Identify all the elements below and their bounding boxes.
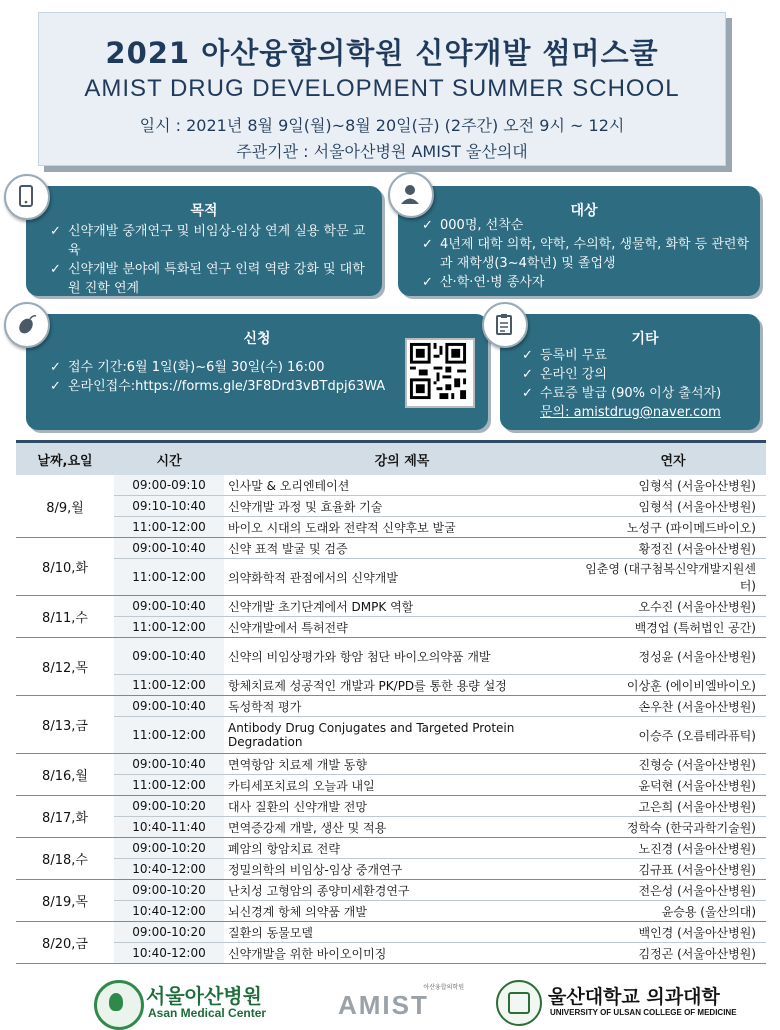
time-cell: 09:00-10:40	[114, 696, 224, 717]
title-cell: 신약의 비임상평가와 항암 첨단 바이오의약품 개발	[224, 638, 580, 675]
col-header-time: 시간	[114, 442, 224, 476]
purpose-card	[26, 186, 382, 296]
speaker-cell: 이상훈 (에이비엘바이오)	[580, 675, 766, 696]
time-cell: 11:00-12:00	[114, 617, 224, 638]
time-cell: 11:00-12:00	[114, 717, 224, 754]
amc-name-en: Asan Medical Center	[148, 1006, 267, 1020]
ulsan-name-en: UNIVERSITY OF ULSAN COLLEGE OF MEDICINE	[550, 1008, 737, 1017]
speaker-cell: 이승주 (오름테라퓨틱)	[580, 717, 766, 754]
day-cell: 8/19,목	[16, 880, 114, 922]
table-row	[16, 638, 766, 675]
etc-card	[500, 314, 760, 430]
time-cell: 09:00-10:40	[114, 596, 224, 617]
time-cell: 10:40-12:00	[114, 901, 224, 922]
table-row	[16, 901, 766, 922]
table-row	[16, 838, 766, 859]
title-cell: 뇌신경계 항체 의약품 개발	[224, 901, 580, 922]
apply-title: 신청	[243, 331, 271, 347]
table-row	[16, 922, 766, 943]
title-cell: 질환의 동물모델	[224, 922, 580, 943]
table-row	[16, 943, 766, 964]
speaker-cell: 오수진 (서울아산병원)	[580, 596, 766, 617]
title-cell: 신약개발을 위한 바이오이미징	[224, 943, 580, 964]
page-title-en: AMIST DRUG DEVELOPMENT SUMMER SCHOOL	[84, 75, 680, 102]
etc-item: ✓ 수료증 발급 (90% 이상 출석자)	[520, 384, 756, 403]
contact-email[interactable]: 문의: amistdrug@naver.com	[540, 405, 721, 420]
title-cell: 폐암의 항암치료 전략	[224, 838, 580, 859]
day-cell: 8/16,월	[16, 754, 114, 796]
amc-name: 서울아산병원	[146, 984, 262, 1008]
table-row	[16, 796, 766, 817]
title-cell: 신약 표적 발굴 및 검증	[224, 538, 580, 559]
table-row	[16, 775, 766, 796]
day-cell: 8/18,수	[16, 838, 114, 880]
speaker-cell: 임형석 (서울아산병원)	[580, 475, 766, 496]
time-cell: 09:00-10:20	[114, 880, 224, 901]
ulsan-name: 울산대학교 의과대학	[548, 986, 720, 1008]
target-item: ✓ 산·학·연·병 종사자	[420, 273, 750, 292]
table-row	[16, 817, 766, 838]
footer-logos	[0, 978, 780, 1028]
speaker-cell: 고은희 (서울아산병원)	[580, 796, 766, 817]
title-cell: 정밀의학의 비임상-임상 중개연구	[224, 859, 580, 880]
table-row	[16, 717, 766, 754]
table-row	[16, 675, 766, 696]
title-cell: 난치성 고형암의 종양미세환경연구	[224, 880, 580, 901]
header-banner	[38, 12, 726, 166]
speaker-cell: 김규표 (서울아산병원)	[580, 859, 766, 880]
speaker-cell: 윤덕현 (서울아산병원)	[580, 775, 766, 796]
table-row	[16, 596, 766, 617]
day-cell: 8/10,화	[16, 538, 114, 596]
qr-code-icon[interactable]	[405, 338, 475, 408]
clipboard-icon	[482, 302, 528, 348]
time-cell: 11:00-12:00	[114, 517, 224, 538]
speaker-cell: 정학숙 (한국과학기술원)	[580, 817, 766, 838]
title-cell: 신약개발 초기단계에서 DMPK 역할	[224, 596, 580, 617]
etc-item: ✓ 등록비 무료	[520, 346, 756, 365]
amc-logo	[94, 980, 144, 1030]
title-cell: 바이오 시대의 도래와 전략적 신약후보 발굴	[224, 517, 580, 538]
title-cell: 신약개발에서 특허전략	[224, 617, 580, 638]
speaker-cell: 황정진 (서울아산병원)	[580, 538, 766, 559]
date-line: 일시 : 2021년 8월 9일(월)~8월 20일(금) (2주간) 오전 9시 ~ 12시	[139, 116, 625, 135]
schedule-table	[16, 440, 766, 964]
time-cell: 09:10-10:40	[114, 496, 224, 517]
table-row	[16, 538, 766, 559]
title-cell: 면역항암 치료제 개발 동향	[224, 754, 580, 775]
col-header-title: 강의 제목	[224, 442, 580, 476]
time-cell: 09:00-10:40	[114, 538, 224, 559]
speaker-cell: 진형승 (서울아산병원)	[580, 754, 766, 775]
table-row	[16, 696, 766, 717]
purpose-title: 목적	[190, 203, 218, 219]
speaker-cell: 임형석 (서울아산병원)	[580, 496, 766, 517]
table-row	[16, 496, 766, 517]
host-line: 주관기관 : 서울아산병원 AMIST 울산의대	[236, 142, 528, 161]
ulsan-logo	[496, 980, 542, 1026]
title-cell: 독성학적 평가	[224, 696, 580, 717]
table-row	[16, 859, 766, 880]
table-row	[16, 880, 766, 901]
time-cell: 09:00-10:40	[114, 754, 224, 775]
day-cell: 8/17,화	[16, 796, 114, 838]
time-cell: 10:40-12:00	[114, 859, 224, 880]
etc-title: 기타	[631, 331, 659, 347]
target-item: ✓ 4년제 대학 의학, 약학, 수의학, 생물학, 화학 등 관련학과 재학생(3~4학년) 및 졸업생	[420, 235, 750, 273]
time-cell: 09:00-10:20	[114, 922, 224, 943]
table-row	[16, 559, 766, 596]
day-cell: 8/13,금	[16, 696, 114, 754]
title-cell: 면역증강제 개발, 생산 및 적용	[224, 817, 580, 838]
table-row	[16, 617, 766, 638]
apply-online-link[interactable]: ✓ 온라인접수:https://forms.gle/3F8Drd3vBTdpj63WA	[48, 377, 388, 396]
title-cell: 항체치료제 성공적인 개발과 PK/PD를 통한 용량 설정	[224, 675, 580, 696]
speaker-cell: 전은성 (서울아산병원)	[580, 880, 766, 901]
time-cell: 10:40-11:40	[114, 817, 224, 838]
table-header-row	[16, 442, 766, 476]
time-cell: 11:00-12:00	[114, 559, 224, 596]
table-row	[16, 517, 766, 538]
col-header-date: 날짜,요일	[16, 442, 114, 476]
title-cell: 의약화학적 관점에서의 신약개발	[224, 559, 580, 596]
page-title: 2021 아산융합의학원 신약개발 썸머스쿨	[105, 36, 659, 70]
time-cell: 09:00-10:20	[114, 838, 224, 859]
table-row	[16, 475, 766, 496]
apply-period: ✓ 접수 기간:6월 1일(화)~6월 30일(수) 16:00	[48, 358, 388, 377]
title-cell: Antibody Drug Conjugates and Targeted Protein Degradation	[224, 717, 580, 754]
title-cell: 인사말 & 오리엔테이션	[224, 475, 580, 496]
col-header-speaker: 연자	[580, 442, 766, 476]
time-cell: 09:00-09:10	[114, 475, 224, 496]
speaker-cell: 윤승용 (울산의대)	[580, 901, 766, 922]
speaker-cell: 노성구 (파이메드바이오)	[580, 517, 766, 538]
time-cell: 11:00-12:00	[114, 775, 224, 796]
etc-item: ✓ 온라인 강의	[520, 365, 756, 384]
title-cell: 카티세포치료의 오늘과 내일	[224, 775, 580, 796]
purpose-item: ✓ 신약개발 중개연구 및 비임상-임상 연계 실용 학문 교육	[48, 222, 368, 260]
speaker-cell: 임춘영 (대구첨복신약개발지원센터)	[580, 559, 766, 596]
user-icon	[388, 172, 434, 218]
target-card	[398, 186, 760, 296]
time-cell: 11:00-12:00	[114, 675, 224, 696]
day-cell: 8/11,수	[16, 596, 114, 638]
speaker-cell: 정성윤 (서울아산병원)	[580, 638, 766, 675]
time-cell: 09:00-10:20	[114, 796, 224, 817]
day-cell: 8/12,목	[16, 638, 114, 696]
purpose-item: ✓ 신약개발 분야에 특화된 연구 인력 역량 강화 및 대학원 진학 연계	[48, 260, 368, 298]
day-cell: 8/20,금	[16, 922, 114, 964]
speaker-cell: 김정곤 (서울아산병원)	[580, 943, 766, 964]
time-cell: 10:40-12:00	[114, 943, 224, 964]
table-row	[16, 754, 766, 775]
target-item: ✓ 000명, 선착순	[420, 216, 750, 235]
mouse-icon	[4, 302, 50, 348]
smartphone-icon	[4, 174, 50, 220]
title-cell: 신약개발 과정 및 효율화 기술	[224, 496, 580, 517]
target-title: 대상	[570, 203, 598, 219]
amist-logo-text: AMIST	[338, 990, 429, 1020]
time-cell: 09:00-10:40	[114, 638, 224, 675]
speaker-cell: 백경업 (특허법인 공간)	[580, 617, 766, 638]
speaker-cell: 백인경 (서울아산병원)	[580, 922, 766, 943]
amist-logo-small-text: 아산융합의학원	[423, 984, 464, 991]
amist-logo	[338, 982, 464, 1022]
speaker-cell: 손우찬 (서울아산병원)	[580, 696, 766, 717]
title-cell: 대사 질환의 신약개발 전망	[224, 796, 580, 817]
speaker-cell: 노진경 (서울아산병원)	[580, 838, 766, 859]
day-cell: 8/9,월	[16, 475, 114, 538]
